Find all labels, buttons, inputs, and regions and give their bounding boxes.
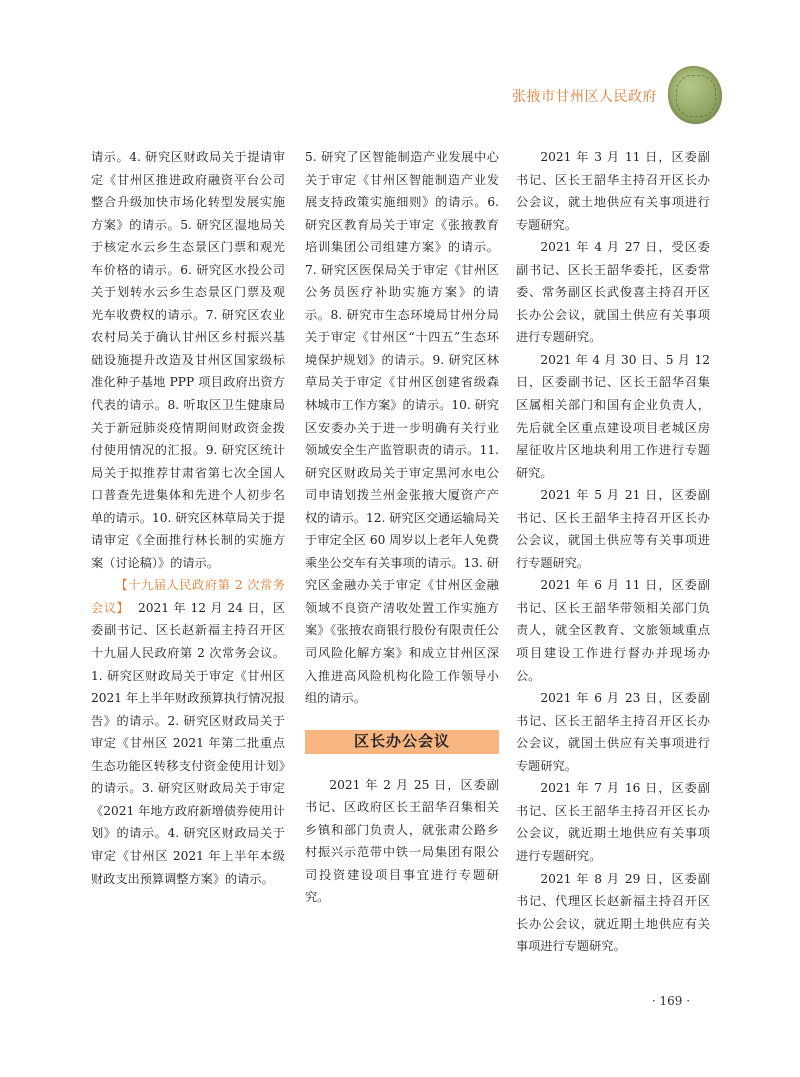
paragraph: 5. 研究了区智能制造产业发展中心关于审定《甘州区智能制造产业发展支持政策实施细则》的请示。6. 研究区教育局关于审定《张掖教育培训集团公司组建方案》的请示。7. 研究区医保局关于审定《甘州区公务员医疗补助实施方案》的请示。8. 研究市生态环境局甘州分局关于审定《甘州区“十四五”生态环境保护规划》的请示。9. 研究区林草局关于审定《甘州区创建省级森林城市工作方案》的请示。10. 研究区安委办关于进一步明确有关行业领域安全生产监管职责的请示。11. 研究区财政局关于审定黑河水电公司申请划拨兰州金张掖大厦资产产权的请示。12. 研究区交通运输局关于审定全区 60 周岁以上老年人免费乘坐公交车有关事项的请示。13. 研究区金融办关于审定《甘州区金融领域不良资产清收处置工作实施方案》《张掖农商银行股份有限责任公司风险化解方案》和成立甘州区深入推进高风险机构化险工作领导小组的请示。 (305, 150, 499, 706)
column-left (91, 146, 285, 890)
paragraph: 请示。4. 研究区财政局关于提请审定《甘州区推进政府融资平台公司整合升级加快市场化转型发展实施方案》的请示。5. 研究区湿地局关于核定水云乡生态景区门票和观光车价格的请示。6. 研究区水投公司关于划转水云乡生态景区门票及观光车收费权的请示。7. 研究区农业农村局关于确认甘州区乡村振兴基础设施提升改造及甘州区国家级标准化种子基地 PPP 项目政府出资方代表的请示。8. 听取区卫生健康局关于新冠肺炎疫情期间财政资金拨付使用情况的汇报。9. 研究区统计局关于拟推荐甘肃省第七次全国人口普查先进集体和先进个人初步名单的请示。10. 研究区林草局关于提请审定《全面推行林长制的实施方案（讨论稿）》的请示。 (91, 150, 285, 570)
paragraph: 2021 年 6 月 11 日，区委副书记、区长王韶华带领相关部门负责人，就全区教育、文旅领域重点项目建设工作进行督办并现场办公。 (516, 578, 710, 683)
seal-emblem-icon (668, 66, 722, 124)
meeting-heading: 【十九届人民政府第 2 次常务会议】 (91, 578, 285, 615)
paragraph: 2021 年 3 月 11 日，区委副书记、区长王韶华主持召开区长办公会议，就土地供应有关事项进行专题研究。 (516, 150, 710, 232)
paragraph-text: 2021 年 12 月 24 日，区委副书记、区长赵新福主持召开区十九届人民政府第 2 次常务会议。1. 研究区财政局关于审定《甘州区 2021 年上半年财政预算执行情况报告》的请示。2. 研究区财政局关于审定《甘州区 2021 年第二批重点生态功能区转移支付资金使用计划》的请示。3. 研究区财政局关于审定《2021 年地方政府新增债券使用计划》的请示。4. 研究区财政局关于审定《甘州区 2021 年上半年本级财政支出预算调整方案》的请示。 (91, 600, 286, 886)
paragraph: 2021 年 2 月 25 日，区委副书记、区政府区长王韶华召集相关乡镇和部门负责人，就张肃公路乡村振兴示范带中铁一局集团有限公司投资建设项目事宜进行专题研究。 (305, 777, 499, 905)
paragraph: 2021 年 7 月 16 日，区委副书记、区长王韶华主持召开区长办公会议，就近期土地供应有关事项进行专题研究。 (516, 781, 710, 863)
paragraph: 2021 年 8 月 29 日，区委副书记、代理区长赵新福主持召开区长办公会议，就近期土地供应有关事项进行专题研究。 (516, 871, 710, 954)
page-number: · 169 · (651, 994, 691, 1008)
paragraph (91, 574, 285, 890)
paragraph: 2021 年 6 月 23 日，区委副书记、区长王韶华主持召开区长办公会议，就国土供应有关事项进行专题研究。 (516, 691, 710, 773)
paragraph: 2021 年 4 月 30 日、5 月 12 日，区委副书记、区长王韶华召集区属相关部门和国有企业负责人，先后就全区重点建设项目老城区房屋征收片区地块利用工作进行专题研究。 (516, 352, 710, 480)
paragraph: 2021 年 4 月 27 日，受区委副书记、区长王韶华委托，区委常委、常务副区长武俊喜主持召开区长办公会议，就国土供应有关事项进行专题研究。 (516, 240, 710, 345)
column-right (516, 146, 710, 958)
section-banner: 区长办公会议 (305, 730, 499, 754)
column-middle (305, 146, 499, 909)
paragraph: 2021 年 5 月 21 日，区委副书记、区长王韶华主持召开区长办公会议，就国土供应等有关事项进行专题研究。 (516, 488, 710, 570)
header-title: 张掖市甘州区人民政府 (512, 89, 657, 105)
